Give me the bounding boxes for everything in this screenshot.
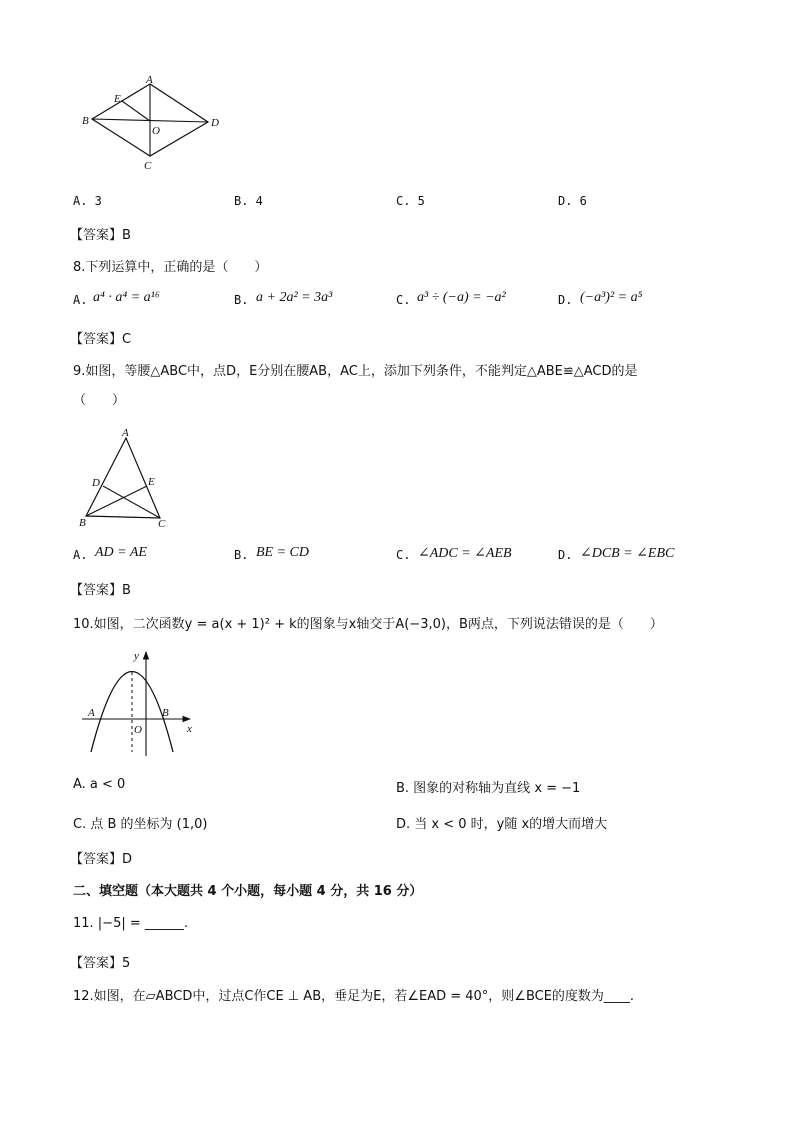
q9-stem-line2: （ ） (73, 393, 126, 408)
q7-option-b: B. 4 (234, 194, 263, 208)
q9-option-a: AD = AE (95, 545, 147, 560)
q8-option-a: a⁴ · a⁴ = a¹⁶ (93, 290, 160, 305)
q8-option-b: a + 2a² = 3a³ (256, 290, 333, 305)
q7-label-a: A (146, 74, 153, 86)
section-2-heading: 二、填空题（本大题共 4 个小题，每小题 4 分，共 16 分） (73, 884, 423, 899)
q7-option-a: A. 3 (73, 194, 102, 208)
q7-option-c: C. 5 (396, 194, 425, 208)
q10-label-y: y (134, 650, 139, 662)
q7-rhombus-figure (80, 74, 230, 174)
q8-option-c-label: C. (396, 293, 411, 307)
q9-label-c: C (158, 518, 166, 530)
q9-option-a-label: A. (73, 548, 88, 562)
q12-stem: 12.如图，在▱ABCD中，过点C作CE ⊥ AB，垂足为E，若∠EAD = 40°，则∠BCE的度数为____. (73, 989, 635, 1004)
q7-answer: 【答案】B (70, 228, 131, 243)
q10-option-c: C. 点 B 的坐标为 (1,0) (73, 817, 208, 832)
q9-segment-eb (86, 486, 147, 516)
q7-label-o: O (152, 125, 160, 137)
q10-label-a: A (88, 707, 95, 719)
q10-label-o: O (134, 724, 142, 736)
q8-option-c: a³ ÷ (−a) = −a² (417, 290, 506, 305)
q10-option-a: A. a < 0 (73, 777, 126, 792)
q9-option-b-label: B. (234, 548, 249, 562)
q9-stem-line1: 9.如图，等腰△ABC中，点D，E分别在腰AB，AC上，添加下列条件，不能判定△ABE≌△ACD的是 (73, 364, 638, 379)
q10-stem: 10.如图，二次函数y = a(x + 1)² + k的图象与x轴交于A(−3,0)，B两点，下列说法错误的是（ ） (73, 617, 663, 632)
q8-option-b-label: B. (234, 293, 249, 307)
q10-label-x: x (187, 723, 192, 735)
q7-label-b: B (82, 115, 89, 127)
q9-label-a: A (122, 427, 129, 439)
q10-parabola-figure (78, 648, 198, 760)
q9-option-d-label: D. (558, 548, 573, 562)
q8-option-a-label: A. (73, 293, 88, 307)
q8-stem: 8.下列运算中，正确的是（ ） (73, 260, 268, 275)
q9-option-d: ∠DCB = ∠EBC (580, 546, 675, 561)
q10-option-d: D. 当 x < 0 时，y随 x的增大而增大 (396, 817, 608, 832)
q7-segment-eo (122, 101, 150, 121)
q11-stem: 11. |−5| = ______. (73, 916, 189, 931)
q7-label-d: D (211, 117, 219, 129)
q9-label-e: E (148, 476, 155, 488)
q10-answer: 【答案】D (70, 852, 133, 867)
q9-option-c-label: C. (396, 548, 411, 562)
q10-option-b: B. 图象的对称轴为直线 x = −1 (396, 781, 581, 796)
q9-label-d: D (92, 477, 100, 489)
q8-answer: 【答案】C (70, 332, 132, 347)
q9-option-c: ∠ADC = ∠AEB (418, 546, 512, 561)
q8-option-d: (−a³)² = a⁵ (580, 290, 643, 305)
q9-option-b: BE = CD (256, 545, 309, 560)
q9-triangle-figure (76, 426, 176, 530)
q10-label-b: B (162, 707, 169, 719)
q9-answer: 【答案】B (70, 583, 131, 598)
q11-answer: 【答案】5 (70, 956, 131, 971)
q8-option-d-label: D. (558, 293, 573, 307)
q9-segment-dc (103, 486, 160, 518)
q7-label-e: E (114, 93, 121, 105)
q9-label-b: B (79, 517, 86, 529)
q7-option-d: D. 6 (558, 194, 587, 208)
q7-label-c: C (144, 160, 152, 172)
